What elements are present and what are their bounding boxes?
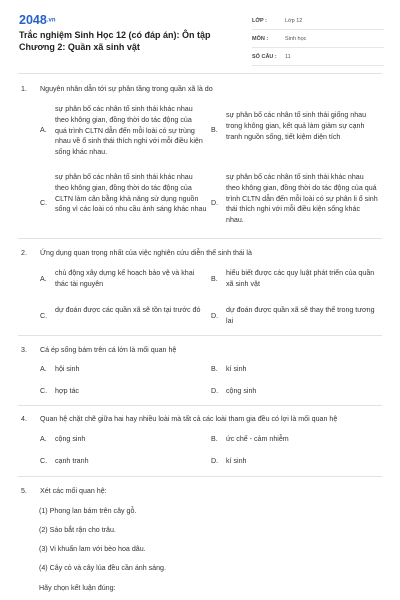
statement-item: (4) Cây cỏ và cây lúa đều cần ánh sáng. <box>39 564 166 572</box>
meta-label: MÔN : <box>252 35 269 42</box>
option-text: sự phân bố các nhân tố sinh thái khác nhau theo không gian, đồng thời do tác động của CLTN làm cân bằng khả năng sử dụng nguồn sống vì các loài có nhu cầu ánh sáng khác nhau <box>55 173 207 214</box>
question-prompt: Hãy chọn kết luận đúng: <box>39 584 116 592</box>
option-letter: C. <box>40 457 48 465</box>
option-letter: A. <box>40 275 47 283</box>
question-text: Nguyên nhân dẫn tới sự phân tầng trong quần xã là do <box>40 85 213 93</box>
option-letter: B. <box>211 435 218 443</box>
option-text: hội sinh <box>55 365 80 373</box>
option-text: kí sinh <box>226 365 247 373</box>
option-letter: C. <box>40 199 48 207</box>
logo-ext: .vn <box>46 17 56 24</box>
question-text: Cá ép sống bám trên cá lớn là mối quan hệ <box>40 346 177 354</box>
meta-label: SỐ CÂU : <box>252 53 277 60</box>
option-letter: D. <box>211 312 219 320</box>
question-number: 1. <box>21 85 27 93</box>
question-text: Quan hệ chặt chẽ giữa hai hay nhiều loài mà tất cả các loài tham gia đều có lợi là mối quan hệ <box>40 415 338 423</box>
option-text: sự phân bố các nhân tố sinh thái khác nhau theo không gian, đồng thời do tác động của quá trình CLTN dẫn đến mỗi loài có sự trùng nhau về ổ sinh thái thích nghi với mỗi điều kiện sống khác nhau. <box>55 105 203 157</box>
option-text: hợp tác <box>55 387 79 395</box>
statement-item: (1) Phong lan bám trên cây gỗ. <box>39 507 137 515</box>
statement-item: (3) Vi khuẩn lam với bèo hoa dâu. <box>39 545 146 553</box>
meta-value: 11 <box>285 53 291 60</box>
option-text: dự đoán được các quần xã sẽ tồn tại trước đó <box>55 306 201 314</box>
statement-item: (2) Sáo bắt rận cho trâu. <box>39 526 116 534</box>
meta-label: LỚP : <box>252 17 267 24</box>
quiz-meta <box>252 12 384 66</box>
option-text: dự đoán được quần xã sẽ thay thế trong tương lai <box>226 306 375 325</box>
option-letter: A. <box>40 435 47 443</box>
question-number: 5. <box>21 487 27 495</box>
question-text: Xét các mối quan hệ: <box>40 487 107 495</box>
divider <box>18 405 382 406</box>
option-text: cộng sinh <box>226 387 257 395</box>
option-letter: A. <box>40 126 47 134</box>
option-text: sự phân bố các nhân tố sinh thái giống nhau trong không gian, kết quả làm giảm sự cạnh tranh nguồn sống, tiết kiệm diện tích <box>226 111 367 141</box>
question-text: Ứng dụng quan trọng nhất của việc nghiên cứu diễn thế sinh thái là <box>40 249 252 257</box>
option-letter: A. <box>40 365 47 373</box>
meta-value: Lớp 12 <box>285 17 303 24</box>
option-letter: B. <box>211 126 218 134</box>
page-title: Trắc nghiệm Sinh Học 12 (có đáp án): Ôn tập Chương 2: Quần xã sinh vật <box>19 30 211 52</box>
option-letter: B. <box>211 365 218 373</box>
option-letter: B. <box>211 275 218 283</box>
option-letter: D. <box>211 457 219 465</box>
meta-row-count <box>252 48 384 66</box>
option-text: chủ động xây dựng kế hoạch bảo vệ và khai thác tài nguyên <box>55 269 195 288</box>
option-text: ức chế - cảm nhiễm <box>226 435 289 443</box>
option-text: cạnh tranh <box>55 457 89 465</box>
question-number: 4. <box>21 415 27 423</box>
question-number: 3. <box>21 346 27 354</box>
option-text: sự phân bố các nhân tố sinh thái khác nhau theo không gian, đồng thời do tác động của quá trình CLTN dẫn đến mỗi loài có sự phân li ổ sinh thái thích nghi với mỗi điều kiện sống khác nhau. <box>226 173 378 225</box>
meta-value: Sinh học <box>285 35 307 42</box>
divider <box>18 238 382 239</box>
option-letter: D. <box>211 387 219 395</box>
option-text: cộng sinh <box>55 435 86 443</box>
option-letter: D. <box>211 199 219 207</box>
question-number: 2. <box>21 249 27 257</box>
divider <box>18 73 382 74</box>
meta-row-class <box>252 12 384 30</box>
option-letter: C. <box>40 312 48 320</box>
divider <box>18 335 382 336</box>
meta-row-subject <box>252 30 384 48</box>
logo-main: 2048 <box>19 13 47 27</box>
header <box>0 0 400 72</box>
divider <box>18 476 382 477</box>
option-text: kí sinh <box>226 457 247 465</box>
option-letter: C. <box>40 387 48 395</box>
option-text: hiểu biết được các quy luật phát triển của quần xã sinh vật <box>226 269 375 288</box>
site-logo[interactable] <box>19 13 55 27</box>
